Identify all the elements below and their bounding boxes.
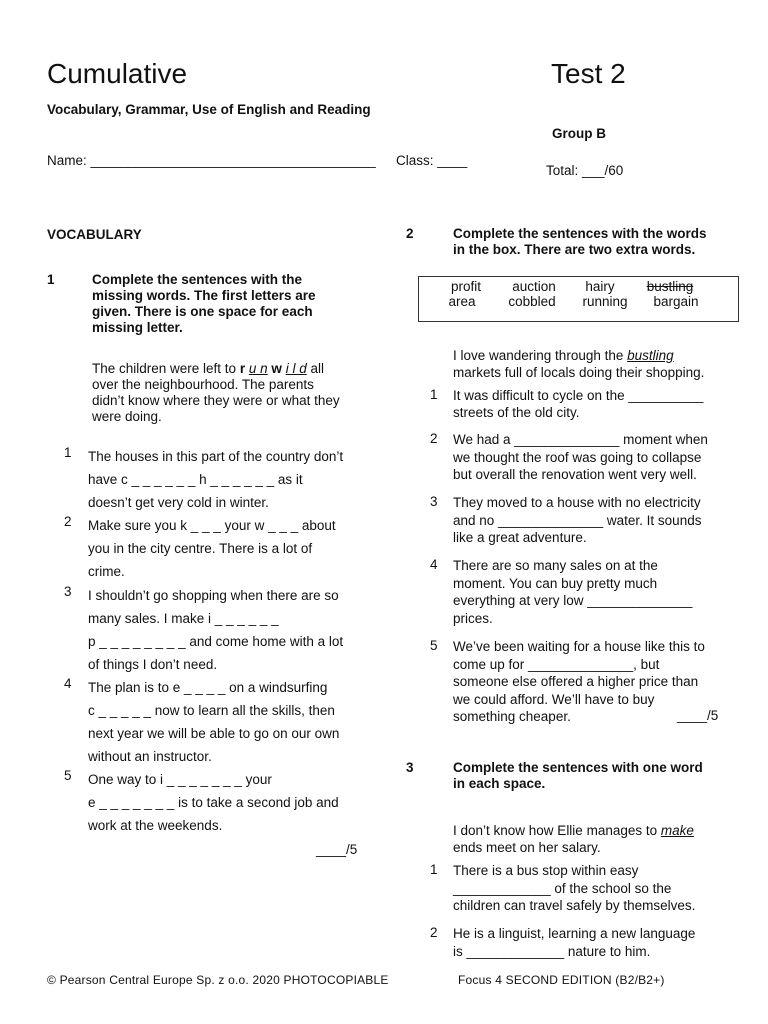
- list-item: It was difficult to cycle on the __________ streets of the old city.: [453, 388, 704, 420]
- test-number: Test 2: [551, 58, 626, 89]
- list-item: The houses in this part of the country don’t have c _ _ _ _ _ _ h _ _ _ _ _ _ as it doesn’t get very cold in winter.: [88, 449, 344, 510]
- item-number: 1: [64, 445, 72, 460]
- example-sentence: The children were left to r u n w i l d all over the neighbourhood. The parents didn’t know where they were or what they were doing.: [92, 361, 340, 424]
- page-title: Cumulative: [47, 58, 188, 89]
- task-number: 2: [406, 226, 414, 241]
- list-item: There is a bus stop within easy _____________ of the school so the children can travel safely by themselves.: [453, 863, 696, 913]
- item-number: 5: [430, 638, 438, 653]
- list-item: We’ve been waiting for a house like this to come up for ______________, but someone else offered a higher price than we could afford. We’ll have to buy something cheaper.: [453, 639, 705, 724]
- section-score: ____/5: [677, 708, 719, 723]
- box-word: profit: [450, 279, 481, 294]
- example-sentence: I love wandering through the bustling markets full of locals doing their shopping.: [453, 348, 705, 380]
- item-number: 2: [64, 514, 72, 529]
- page-subtitle: Vocabulary, Grammar, Use of English and Reading: [47, 102, 371, 117]
- section-score: ____/5: [316, 842, 358, 857]
- task-instruction: Complete the sentences with the words in the box. There are two extra words.: [453, 226, 707, 257]
- list-item: The plan is to e _ _ _ _ on a windsurfing c _ _ _ _ _ now to learn all the skills, then next year we will be able to go on our own without an instructor.: [88, 680, 340, 764]
- list-item: They moved to a house with no electricity and no ______________ water. It sounds like a great adventure.: [453, 495, 702, 545]
- task-number: 3: [406, 760, 414, 775]
- list-item: One way to i _ _ _ _ _ _ _ your e _ _ _ _ _ _ _ is to take a second job and work at the weekends.: [88, 772, 339, 833]
- example-sentence: I don’t know how Ellie manages to make ends meet on her salary.: [453, 823, 694, 855]
- list-item: We had a ______________ moment when we thought the roof was going to collapse but overall the renovation went very well.: [453, 432, 708, 482]
- box-word: hairy: [585, 279, 615, 294]
- total-score: Total: ___/60: [546, 163, 624, 178]
- group-label: Group B: [552, 126, 606, 141]
- box-word: bargain: [653, 294, 699, 309]
- task-number: 1: [47, 272, 55, 287]
- box-word: running: [582, 294, 628, 309]
- name-field[interactable]: Name: ______________________________________: [47, 153, 376, 168]
- item-number: 1: [430, 862, 438, 877]
- list-item: He is a linguist, learning a new language is _____________ nature to him.: [453, 926, 696, 959]
- section-heading-vocabulary: VOCABULARY: [47, 227, 142, 242]
- task-instruction: Complete the sentences with one word in each space.: [453, 760, 703, 791]
- copyright-footer: © Pearson Central Europe Sp. z o.o. 2020 PHOTOCOPIABLE: [47, 973, 389, 987]
- item-number: 3: [430, 494, 438, 509]
- item-number: 1: [430, 387, 438, 402]
- list-item: I shouldn’t go shopping when there are so many sales. I make i _ _ _ _ _ _ p _ _ _ _ _ _ _ _ and come home with a lot of things I don’t need.: [88, 588, 344, 672]
- box-word: cobbled: [508, 294, 556, 309]
- box-word: auction: [512, 279, 556, 294]
- task-instruction: Complete the sentences with the missing words. The first letters are given. There is one space for each missing letter.: [92, 272, 316, 335]
- item-number: 4: [64, 676, 72, 691]
- word-box: [418, 276, 739, 322]
- box-word: area: [448, 294, 476, 309]
- edition-footer: Focus 4 SECOND EDITION (B2/B2+): [458, 973, 665, 987]
- list-item: Make sure you k _ _ _ your w _ _ _ about you in the city centre. There is a lot of crime.: [88, 518, 336, 579]
- item-number: 2: [430, 925, 438, 940]
- box-word-used: bustling: [646, 279, 694, 294]
- class-field[interactable]: Class: ____: [396, 153, 468, 168]
- item-number: 3: [64, 584, 72, 599]
- item-number: 5: [64, 768, 72, 783]
- item-number: 2: [430, 431, 438, 446]
- list-item: There are so many sales on at the moment. You can buy pretty much everything at very low ______________ prices.: [453, 558, 693, 626]
- item-number: 4: [430, 557, 438, 572]
